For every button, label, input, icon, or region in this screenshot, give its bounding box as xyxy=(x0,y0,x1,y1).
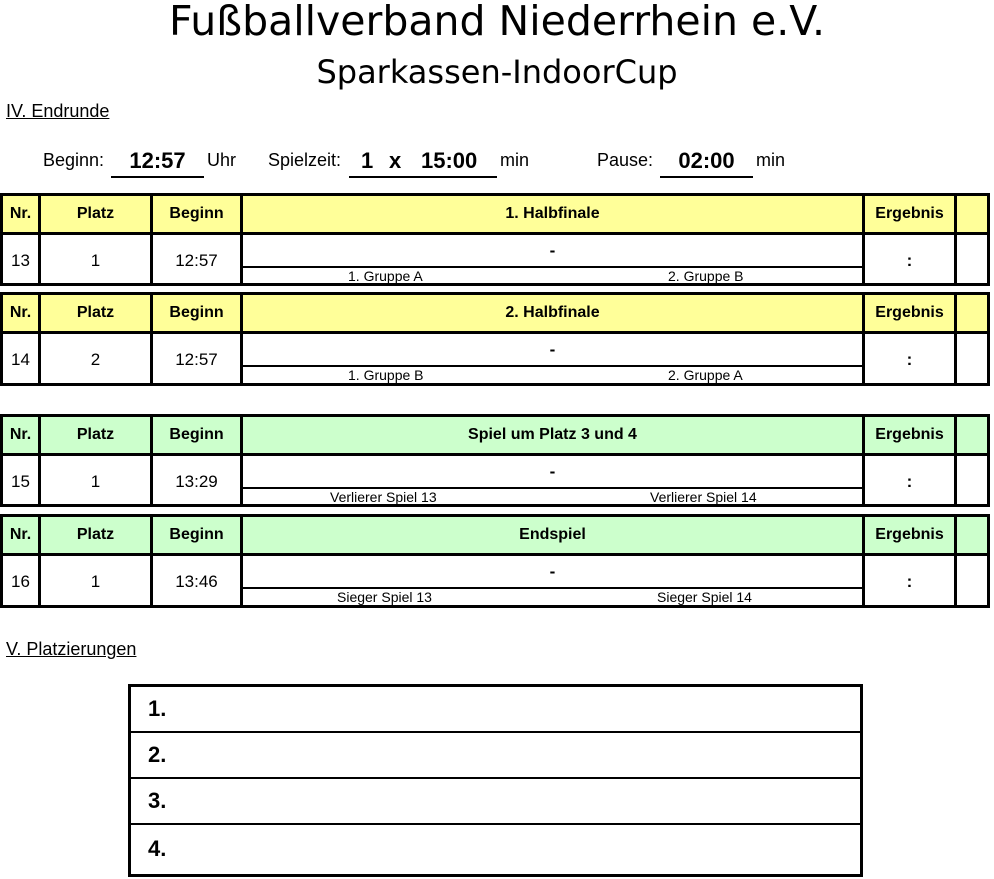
match-dash: - xyxy=(549,462,556,481)
game-title: 1. Halbfinale xyxy=(505,205,600,222)
divider xyxy=(862,517,865,605)
section-endrunde: IV. Endrunde xyxy=(6,101,110,121)
spielzeit-count: 1 xyxy=(361,148,374,173)
beginn-label: Beginn: xyxy=(43,150,105,170)
col-ergebnis: Ergebnis xyxy=(875,526,944,543)
game-match xyxy=(243,334,862,385)
schedule-info xyxy=(0,146,994,178)
game-result[interactable]: : xyxy=(906,571,913,591)
place-label: 2. xyxy=(148,742,167,767)
spielzeit-times: x xyxy=(389,148,402,173)
game-block-14 xyxy=(0,292,990,386)
col-beginn: Beginn xyxy=(169,304,224,321)
col-nr: Nr. xyxy=(9,426,32,443)
col-beginn: Beginn xyxy=(169,426,224,443)
game-beginn: 13:46 xyxy=(175,571,218,591)
beginn-value[interactable]: 12:57 xyxy=(111,148,204,178)
place-row[interactable] xyxy=(131,733,860,779)
col-platz: Platz xyxy=(76,304,115,321)
game-platz: 1 xyxy=(90,250,101,270)
game-result[interactable]: : xyxy=(906,349,913,369)
col-nr: Nr. xyxy=(9,205,32,222)
game-title: Endspiel xyxy=(519,526,586,543)
place-row[interactable] xyxy=(131,779,860,825)
divider xyxy=(954,517,957,605)
divider xyxy=(862,417,865,504)
pause-value[interactable]: 02:00 xyxy=(660,148,753,178)
divider xyxy=(38,517,41,605)
pause-unit: min xyxy=(756,150,786,170)
col-nr: Nr. xyxy=(9,526,32,543)
divider xyxy=(150,295,153,383)
place-label: 4. xyxy=(148,836,167,861)
game-platz: 1 xyxy=(90,571,101,591)
col-beginn: Beginn xyxy=(169,526,224,543)
divider xyxy=(240,417,243,504)
divider xyxy=(38,417,41,504)
team-b: Sieger Spiel 14 xyxy=(657,589,752,605)
divider xyxy=(38,295,41,383)
game-match xyxy=(243,556,862,607)
divider xyxy=(862,295,865,383)
section-platzierungen: V. Platzierungen xyxy=(6,639,137,659)
divider xyxy=(150,517,153,605)
match-divider xyxy=(243,266,862,268)
place-label: 3. xyxy=(148,788,167,813)
match-divider xyxy=(243,587,862,589)
place-label: 1. xyxy=(148,696,167,721)
col-nr: Nr. xyxy=(9,304,32,321)
page-subtitle: Sparkassen-IndoorCup xyxy=(316,53,678,91)
team-a: Verlierer Spiel 13 xyxy=(330,489,437,505)
pause-label: Pause: xyxy=(597,150,654,170)
spielzeit-unit: min xyxy=(500,150,530,170)
divider xyxy=(954,196,957,283)
divider xyxy=(240,517,243,605)
game-nr: 15 xyxy=(11,471,30,491)
place-row[interactable] xyxy=(131,687,860,733)
game-block-16 xyxy=(0,514,990,608)
divider xyxy=(240,196,243,283)
team-b: 2. Gruppe B xyxy=(668,268,744,284)
game-platz: 2 xyxy=(90,349,101,369)
game-title: 2. Halbfinale xyxy=(505,304,600,321)
game-title: Spiel um Platz 3 und 4 xyxy=(468,426,637,443)
spielzeit-label: Spielzeit: xyxy=(268,150,342,170)
spielzeit-value: 15:00 xyxy=(421,148,478,173)
match-divider xyxy=(243,365,862,367)
page-title: Fußballverband Niederrhein e.V. xyxy=(168,0,826,45)
divider xyxy=(240,295,243,383)
placings-table xyxy=(128,684,863,877)
game-nr: 13 xyxy=(11,250,30,270)
game-beginn: 13:29 xyxy=(175,471,218,491)
match-dash: - xyxy=(549,340,556,359)
divider xyxy=(954,295,957,383)
game-match xyxy=(243,456,862,507)
col-ergebnis: Ergebnis xyxy=(875,426,944,443)
divider xyxy=(150,196,153,283)
game-platz: 1 xyxy=(90,471,101,491)
game-nr: 14 xyxy=(11,349,30,369)
match-dash: - xyxy=(549,241,556,260)
team-b: 2. Gruppe A xyxy=(668,367,743,383)
team-a: Sieger Spiel 13 xyxy=(337,589,432,605)
col-ergebnis: Ergebnis xyxy=(875,205,944,222)
game-beginn: 12:57 xyxy=(175,250,218,270)
place-row[interactable] xyxy=(131,826,860,872)
game-block-13 xyxy=(0,193,990,286)
col-platz: Platz xyxy=(76,205,115,222)
game-beginn: 12:57 xyxy=(175,349,218,369)
col-platz: Platz xyxy=(76,526,115,543)
game-block-15 xyxy=(0,414,990,507)
col-platz: Platz xyxy=(76,426,115,443)
col-ergebnis: Ergebnis xyxy=(875,304,944,321)
game-nr: 16 xyxy=(11,571,30,591)
game-match xyxy=(243,235,862,286)
game-result[interactable]: : xyxy=(906,471,913,491)
team-a: 1. Gruppe B xyxy=(348,367,424,383)
spielzeit-field[interactable] xyxy=(349,148,497,178)
team-b: Verlierer Spiel 14 xyxy=(650,489,757,505)
game-result[interactable]: : xyxy=(906,250,913,270)
divider xyxy=(862,196,865,283)
team-a: 1. Gruppe A xyxy=(348,268,423,284)
beginn-unit: Uhr xyxy=(207,150,237,170)
divider xyxy=(150,417,153,504)
match-dash: - xyxy=(549,562,556,581)
divider xyxy=(954,417,957,504)
col-beginn: Beginn xyxy=(169,205,224,222)
divider xyxy=(38,196,41,283)
